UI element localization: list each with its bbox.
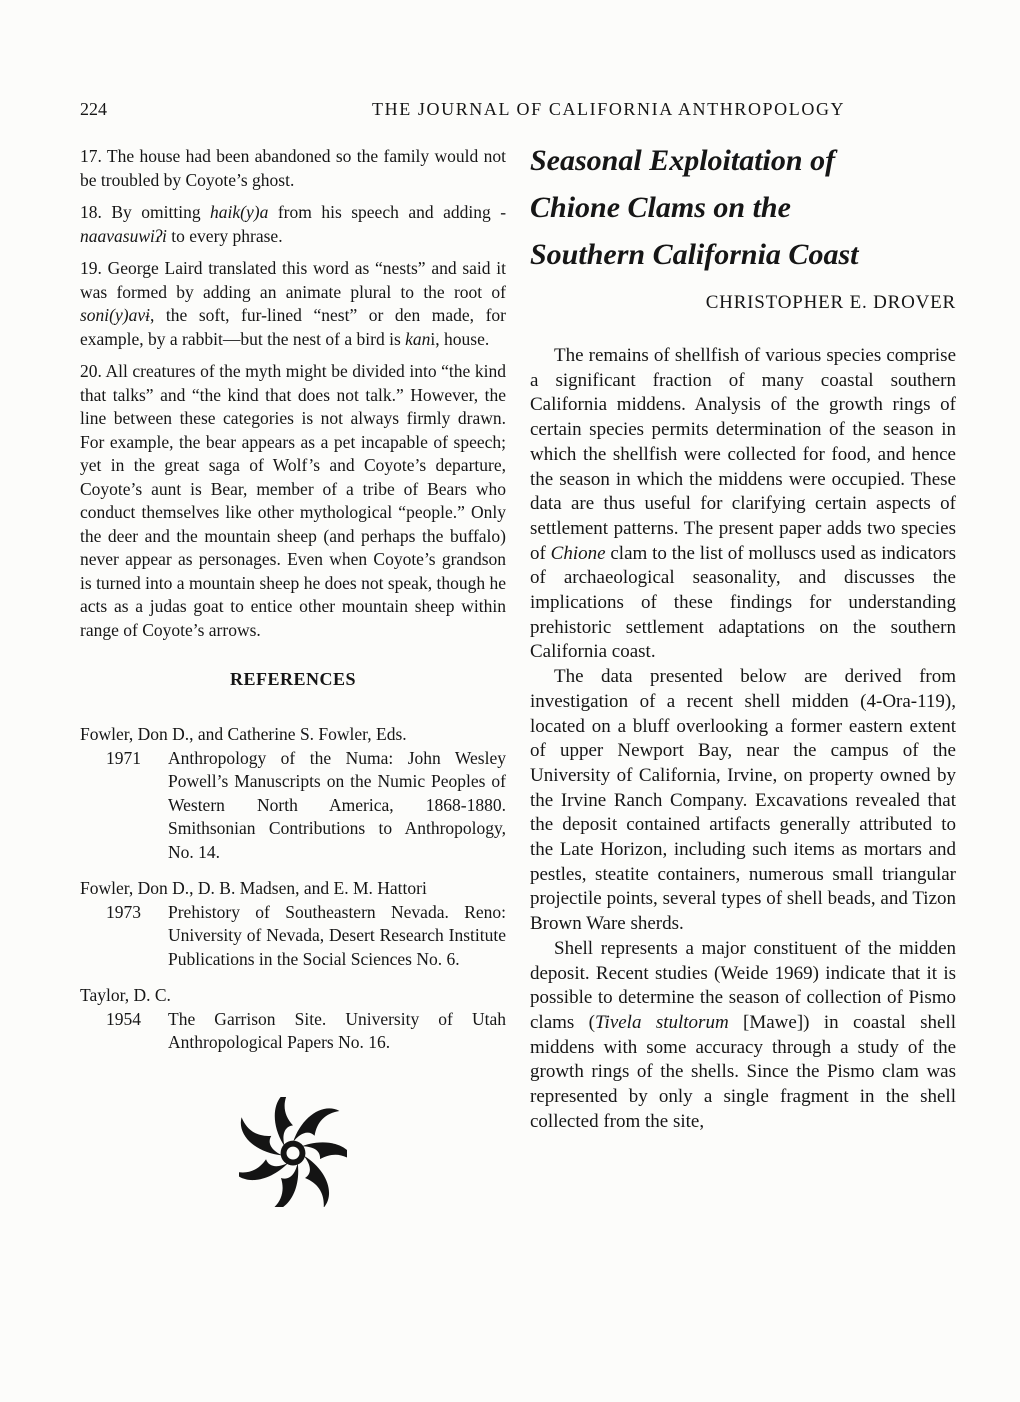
footnote-18: 18. By omitting haik(y)a from his speech and adding -naavasuwiʔi to every phrase. <box>80 202 507 246</box>
article-paragraph-2: The data presented below are derived from investigation of a recent shell midden (4-Ora-119), located on a bluff overlooking a former eastern extent of upper Newport Bay, near the campus of the University of California, Irvine, on property owned by the Irvine Ranch Company. Excavations revealed that the deposit contained artifacts generally attributed to the Late Horizon, including such items as mortars and pestles, steatite containers, numerous small triangular projectile points, several types of shell beads, and Tizon Brown Ware sherds. <box>530 666 956 935</box>
pinwheel-ornament-icon <box>239 1097 347 1212</box>
reference-year: 1971 <box>106 747 141 768</box>
ornament-container <box>80 1097 506 1212</box>
reference-entry <box>80 984 506 1055</box>
footnote-17: 17. The house had been abandoned so the family would not be troubled by Coyote’s ghost. <box>80 146 506 190</box>
reference-year: 1973 <box>106 901 141 922</box>
reference-author: Taylor, D. C. <box>80 985 171 1005</box>
article-title-line: Seasonal Exploitation of <box>530 144 836 177</box>
footnote-20: 20. All creatures of the myth might be divided into “the kind that talks” and “the kind that does not talk.” However, the line between these categories is not always firmly drawn. For example, the bear appears as a pet incapable of speech; yet in the great saga of Wolf’s and Coyote’s departure, Coyote’s aunt is Bear, member of a tribe of Bears who conduct themselves like other mythological “people.” Only the deer and the mountain sheep (and perhaps the buffalo) never appear as personages. Even when Coyote’s grandson is turned into a mountain sheep he does not speak, though he acts as a judas goat to entice other mountain sheep within range of Coyote’s arrows. <box>80 361 506 640</box>
article-author: CHRISTOPHER E. DROVER <box>705 292 956 313</box>
article-paragraph-3: Shell represents a major constituent of the midden deposit. Recent studies (Weide 1969) indicate that it is possible to determine the season of collection of Pismo clams (Tivela stultorum [Mawe]) in coastal shell middens with some accuracy through a study of the growth rings of the shells. Since the Pismo clam was represented by only a single fragment in the shell collected from the site, <box>530 937 956 1132</box>
footnote-19: 19. George Laird translated this word as “nests” and said it was formed by adding an animate plural to the root of soni(y)avɨ, the soft, fur-lined “nest” or den made, for example, by a rabbit—but the nest of a bird is kani, house. <box>80 258 506 349</box>
reference-entry <box>80 877 506 971</box>
article-column <box>530 137 956 1135</box>
reference-text: The Garrison Site. University of Utah Anthropological Papers No. 16. <box>168 1008 506 1052</box>
running-head: THE JOURNAL OF CALIFORNIA ANTHROPOLOGY <box>372 99 846 119</box>
reference-year: 1954 <box>106 1008 141 1029</box>
article-title-line: Chione Clams on the <box>530 191 791 224</box>
reference-text: Prehistory of Southeastern Nevada. Reno: University of Nevada, Desert Research Institute Publications in the Social Sciences No. 6. <box>168 901 506 969</box>
page-number: 224 <box>80 99 107 119</box>
reference-entry <box>80 723 506 864</box>
article-title <box>530 137 956 278</box>
article-paragraph-1: The remains of shellfish of various species comprise a significant fraction of many coastal southern California middens. Analysis of the growth rings of certain species permits determination of the season in which the shellfish were collected for food, and hence the season in which the middens were occupied. These data are thus useful for clarifying certain aspects of settlement patterns. The present paper adds two species of Chione clam to the list of molluscs used as indicators of archaeological seasonality, and discusses the implications of these findings for understanding prehistoric settlement adaptations on the southern California coast. <box>530 345 957 663</box>
reference-author: Fowler, Don D., and Catherine S. Fowler, Eds. <box>80 724 407 744</box>
reference-text: Anthropology of the Numa: John Wesley Powell’s Manuscripts on the Numic Peoples of Western North America, 1868-1880. Smithsonian Contributions to Anthropology, No. 14. <box>168 747 506 862</box>
left-column <box>80 145 506 1212</box>
article-title-line: Southern California Coast <box>530 238 859 271</box>
reference-author: Fowler, Don D., D. B. Madsen, and E. M. Hattori <box>80 878 427 898</box>
references-heading: REFERENCES <box>229 669 357 689</box>
